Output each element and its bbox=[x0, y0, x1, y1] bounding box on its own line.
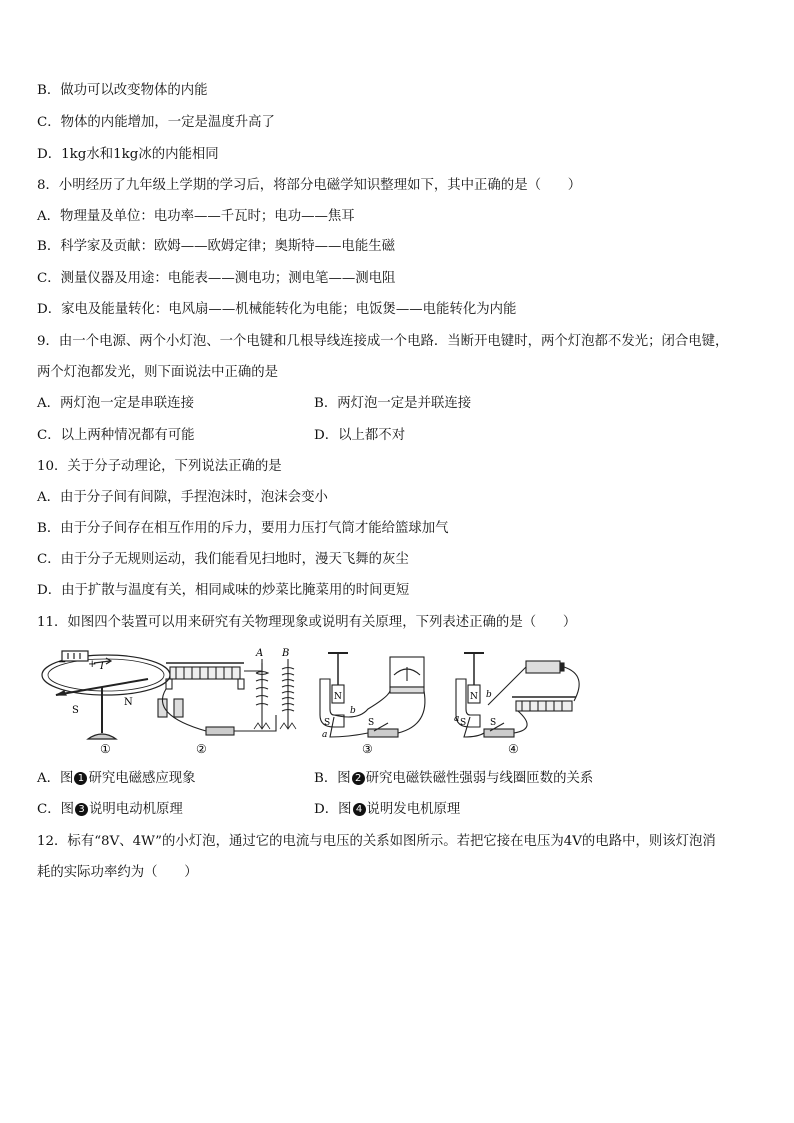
q11-figures bbox=[38, 645, 618, 757]
fig4-n: N bbox=[470, 692, 478, 702]
switch-icon-4 bbox=[484, 729, 514, 737]
switch-icon-3 bbox=[368, 729, 398, 737]
q8-option-a: A．物理量及单位：电功率——千瓦时；电功——焦耳 bbox=[37, 209, 355, 224]
fig3-label: ③ bbox=[362, 742, 373, 756]
q8-option-c: C．测量仪器及用途：电能表——测电功；测电笔——测电阻 bbox=[37, 271, 396, 286]
fig2-label: ② bbox=[196, 742, 207, 756]
figure-2-electromagnets bbox=[158, 659, 296, 735]
fig1-plus: + bbox=[88, 659, 97, 670]
battery-cell-icon-2 bbox=[174, 699, 183, 717]
fig3-switch-s: S bbox=[368, 718, 375, 728]
q11-option-b bbox=[314, 770, 593, 788]
q10-option-c: C．由于分子无规则运动，我们能看见扫地时，漫天飞舞的灰尘 bbox=[37, 552, 409, 567]
q8-option-b: B．科学家及贡献：欧姆——欧姆定律；奥斯特——电能生磁 bbox=[37, 239, 395, 254]
fig3-n: N bbox=[334, 692, 342, 702]
q11-option-d-number: 4 bbox=[353, 803, 366, 816]
q11-option-d-text: 说明发电机原理 bbox=[366, 802, 461, 817]
fig2-a: A bbox=[256, 648, 264, 659]
fig1-label: ① bbox=[100, 742, 111, 756]
fig1-n: N bbox=[124, 697, 133, 708]
q11-option-d bbox=[314, 801, 460, 819]
fig1-minus: − bbox=[58, 657, 67, 668]
q9-option-c: C．以上两种情况都有可能 bbox=[37, 428, 195, 443]
q11-option-a-number: 1 bbox=[74, 772, 87, 785]
q11-option-b-prefix: B．图 bbox=[314, 771, 351, 786]
fig4-label: ④ bbox=[508, 742, 519, 756]
fig4-b: b bbox=[486, 690, 492, 700]
q11-option-a-prefix: A．图 bbox=[37, 771, 74, 786]
q11-option-c bbox=[37, 801, 183, 819]
q12-stem-line2: 耗的实际功率约为（ ） bbox=[37, 865, 198, 880]
q7-option-b: B．做功可以改变物体的内能 bbox=[37, 83, 208, 98]
q7-option-c: C．物体的内能增加，一定是温度升高了 bbox=[37, 115, 275, 130]
q10-option-d: D．由于扩散与温度有关，相同咸味的炒菜比腌菜用的时间更短 bbox=[37, 583, 410, 598]
q11-option-a bbox=[37, 770, 196, 788]
q12-stem-line1: 12．标有“8V、4W”的小灯泡，通过它的电流与电压的关系如图所示。若把它接在电压为4V的电路中，则该灯泡消 bbox=[37, 834, 716, 849]
q11-option-c-number: 3 bbox=[75, 803, 88, 816]
q11-option-d-prefix: D．图 bbox=[314, 802, 352, 817]
q9-option-b: B．两灯泡一定是并联连接 bbox=[314, 396, 472, 411]
fig4-a: a bbox=[454, 714, 460, 724]
fig4-s: S bbox=[460, 718, 467, 728]
fig1-s: S bbox=[72, 705, 79, 716]
q7-option-d: D．1kg水和1kg冰的内能相同 bbox=[37, 147, 219, 162]
fig3-a: a bbox=[322, 730, 328, 740]
q9-option-a: A．两灯泡一定是串联连接 bbox=[37, 396, 194, 411]
q10-option-b: B．由于分子间存在相互作用的斥力，要用力压打气筒才能给篮球加气 bbox=[37, 521, 449, 536]
q8-option-d: D．家电及能量转化：电风扇——机械能转化为电能；电饭煲——电能转化为内能 bbox=[37, 302, 517, 317]
q10-stem: 10．关于分子动理论，下列说法正确的是 bbox=[37, 459, 282, 474]
switch-icon bbox=[206, 727, 234, 735]
q10-option-a: A．由于分子间有间隙，手捏泡沫时，泡沫会变小 bbox=[37, 490, 328, 505]
q11-option-b-text: 研究电磁铁磁性强弱与线圈匝数的关系 bbox=[365, 771, 594, 786]
q11-option-a-text: 研究电磁感应现象 bbox=[88, 771, 196, 786]
q11-option-c-prefix: C．图 bbox=[37, 802, 75, 817]
fig1-current: I bbox=[100, 661, 104, 672]
q11-option-b-number: 2 bbox=[352, 772, 365, 785]
fig3-b: b bbox=[350, 706, 356, 716]
q9-stem-line1: 9．由一个电源、两个小灯泡、一个电键和几根导线连接成一个电路．当断开电键时，两个灯泡都不发光；闭合电键， bbox=[37, 334, 729, 349]
battery-icon-4 bbox=[526, 661, 560, 673]
q11-option-c-text: 说明电动机原理 bbox=[89, 802, 183, 817]
q8-stem: 8．小明经历了九年级上学期的学习后，将部分电磁学知识整理如下，其中正确的是（ ） bbox=[37, 178, 582, 193]
q9-option-d: D．以上都不对 bbox=[314, 428, 406, 443]
fig3-s: S bbox=[324, 718, 331, 728]
q11-stem: 11．如图四个装置可以用来研究有关物理现象或说明有关原理，下列表述正确的是（ ） bbox=[37, 615, 577, 630]
fig2-b: B bbox=[282, 648, 290, 659]
fig4-switch-s: S bbox=[490, 718, 497, 728]
q9-stem-line2: 两个灯泡都发光，则下面说法中正确的是 bbox=[37, 365, 279, 380]
